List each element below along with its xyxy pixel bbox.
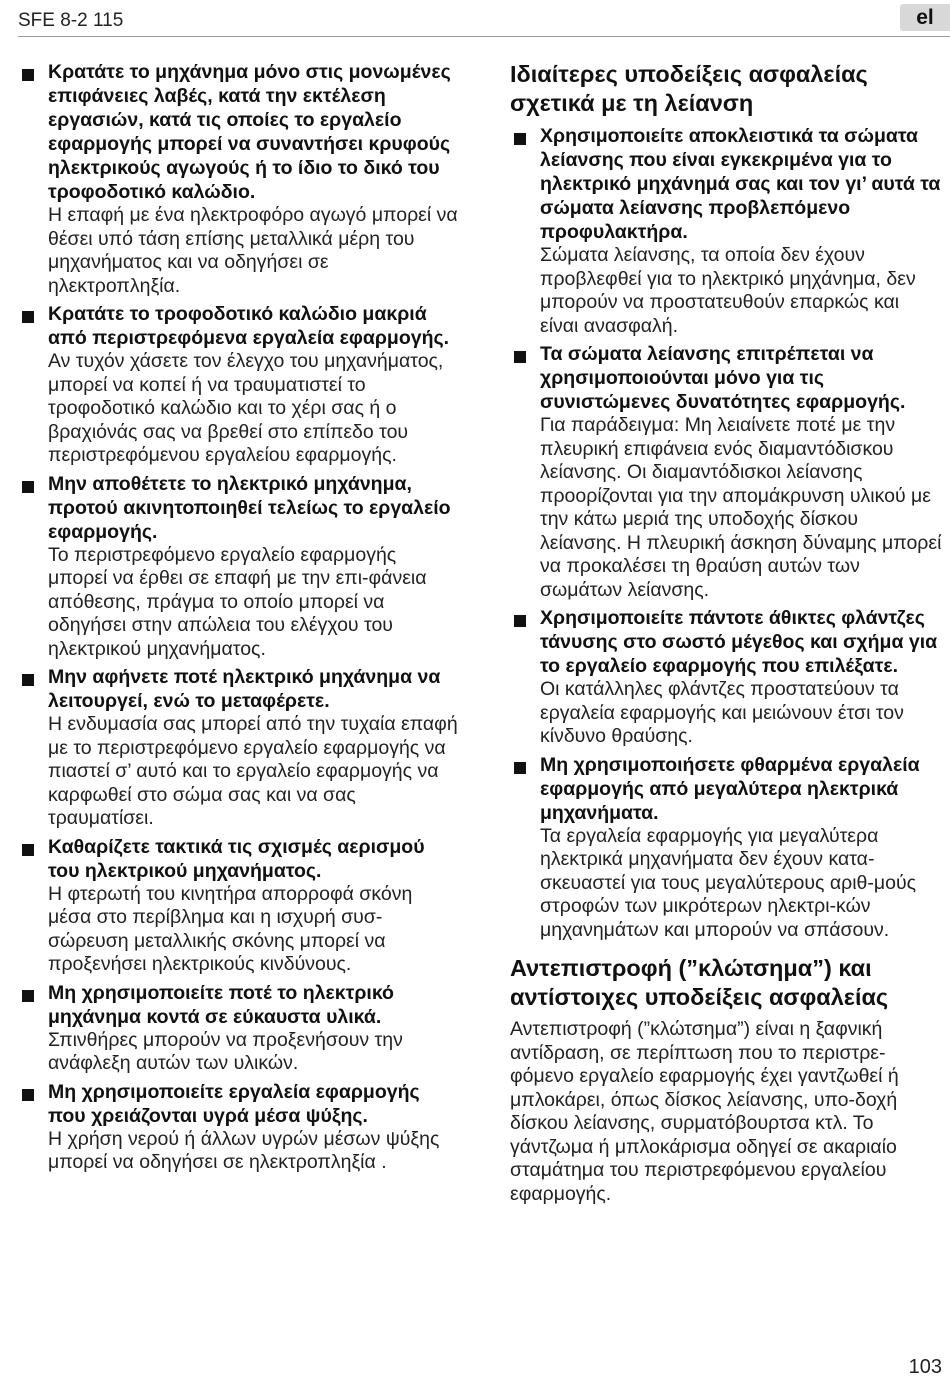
square-bullet-icon xyxy=(22,311,34,323)
safety-item-body: Η φτερωτή του κινητήρα απορροφά σκόνη μέσα στο περίβλημα και η ισχυρή συσ-σώρευση μεταλλικής σκόνης μπορεί να προξενήσει ηλεκτρικούς κινδύνους. xyxy=(48,882,413,975)
safety-item xyxy=(18,835,458,977)
grinding-item-body: Οι κατάλληλες φλάντζες προστατεύουν τα εργαλεία εφαρμογής και μειώνουν έτσι τον κίνδυνο θραύσης. xyxy=(540,678,904,747)
right-column xyxy=(510,60,942,1206)
safety-item-body: Αν τυχόν χάσετε τον έλεγχο του μηχανήματος, μπορεί να κοπεί ή να τραυματιστεί το τροφοδοτικό καλώδιο και το χέρι σας ή ο βραχιόνάς σας να βρεθεί στο επίπεδο του περιστρεφόμενου εργαλείου εφαρμογής. xyxy=(48,350,444,466)
square-bullet-icon xyxy=(22,674,34,686)
safety-item xyxy=(18,1080,458,1175)
safety-item-body: Η ενδυμασία σας μπορεί από την τυχαία επαφή με το περιστρεφόμενο εργαλείο εφαρμογής να πιαστεί σ’ αυτό και το εργαλείο εφαρμογής να καρφωθεί στο σώμα σας και να σας τραυματίσει. xyxy=(48,713,458,829)
safety-item-body: Η επαφή με ένα ηλεκτροφόρο αγωγό μπορεί να θέσει υπό τάση επίσης μεταλλικά μέρη του μηχανήματος και να οδηγήσει σε ηλεκτροπληξία. xyxy=(48,204,458,297)
safety-item-title: Μην αφήνετε ποτέ ηλεκτρικό μηχάνημα να λειτουργεί, ενώ το μεταφέρετε. xyxy=(48,666,441,712)
safety-item-title: Κρατάτε το τροφοδοτικό καλώδιο μακριά από περιστρεφόμενα εργαλεία εφαρμογής. xyxy=(48,303,450,349)
safety-item-body: Σπινθήρες μπορούν να προξενήσουν την ανάφλεξη αυτών των υλικών. xyxy=(48,1028,403,1074)
square-bullet-icon xyxy=(514,615,526,627)
grinding-item-title: Χρησιμοποιείτε αποκλειστικά τα σώματα λείανσης που είναι εγκεκριμένα για το ηλεκτρικό μηχάνημά σας και τον γι’ αυτά τα σώματα λείανσης προβλεπόμενο προφυλακτήρα. xyxy=(540,125,941,243)
language-badge: el xyxy=(900,4,950,31)
model-label: SFE 8-2 115 xyxy=(18,10,124,31)
grinding-item xyxy=(510,124,942,338)
square-bullet-icon xyxy=(22,481,34,493)
safety-item xyxy=(18,302,458,468)
square-bullet-icon xyxy=(22,1089,34,1101)
page-header xyxy=(18,0,950,37)
safety-item-title: Μην αποθέτετε το ηλεκτρικό μηχάνημα, προτού ακινητοποιηθεί τελείως το εργαλείο εφαρμογής. xyxy=(48,472,451,543)
safety-item-title: Κρατάτε το μηχάνημα μόνο στις μονωμένες επιφάνειες λαβές, κατά την εκτέλεση εργασιών, κατά τις οποίες το εργαλείο εφαρμογής μπορεί να συναντήσει κρυφούς ηλεκτρικούς αγωγούς ή το ίδιο το δικό του τροφοδοτικό καλώδιο. xyxy=(48,61,451,203)
grinding-item-title: Τα σώματα λείανσης επιτρέπεται να χρησιμοποιούνται μόνο για τις συνιστώμενες δυνατότητες εφαρμογής. xyxy=(540,343,906,413)
safety-item-body: Η χρήση νερού ή άλλων υγρών μέσων ψύξης μπορεί να οδηγήσει σε ηλεκτροπληξία . xyxy=(48,1127,440,1173)
square-bullet-icon xyxy=(514,351,526,363)
square-bullet-icon xyxy=(514,762,526,774)
square-bullet-icon xyxy=(22,844,34,856)
safety-item-title: Μη χρησιμοποιείτε εργαλεία εφαρμογής που χρειάζονται υγρά μέσα ψύξης. xyxy=(48,1080,420,1127)
section-heading-grinding: Ιδιαίτερες υποδείξεις ασφαλείας σχετικά με τη λείανση xyxy=(510,61,868,116)
safety-item xyxy=(18,60,458,298)
grinding-item-title: Μη χρησιμοποιήσετε φθαρμένα εργαλεία εφαρμογής από μεγαλύτερα ηλεκτρικά μηχανήματα. xyxy=(540,753,920,824)
safety-item-title: Μη χρησιμοποιείτε ποτέ το ηλεκτρικό μηχάνημα κοντά σε εύκαυστα υλικά. xyxy=(48,981,394,1028)
page-number: 103 xyxy=(908,1356,942,1378)
safety-item xyxy=(18,981,458,1076)
section-heading-kickback: Αντεπιστροφή (”κλώτσημα”) και αντίστοιχες υποδείξεις ασφαλείας xyxy=(510,955,889,1010)
square-bullet-icon xyxy=(22,990,34,1002)
grinding-item xyxy=(510,342,942,602)
safety-item-title: Καθαρίζετε τακτικά τις σχισμές αερισμού του ηλεκτρικού μηχανήματος. xyxy=(48,835,425,882)
grinding-item-title: Χρησιμοποιείτε πάντοτε άθικτες φλάντζες τάνυσης στο σωστό μέγεθος και σχήμα για το εργαλείο εφαρμογής που επιλέξατε. xyxy=(540,607,938,677)
safety-item xyxy=(18,665,458,831)
safety-item xyxy=(18,472,458,662)
square-bullet-icon xyxy=(22,69,34,81)
grinding-item-body: Για παράδειγμα: Μη λειαίνετε ποτέ με την πλευρική επιφάνεια ενός διαμαντόδισκου λείανσης. Οι διαμαντόδισκοι λείανσης προορίζονται για την απομάκρυνση υλικού με την κάτω μεριά της υποδοχής δίσκου λείανσης. Η πλευρική άσκηση δύναμης μπορεί να προκαλέσει τη θραύση αυτών των σωμάτων λείανσης. xyxy=(540,414,942,601)
square-bullet-icon xyxy=(514,133,526,145)
left-column xyxy=(18,60,458,1179)
grinding-item xyxy=(510,753,942,943)
grinding-item xyxy=(510,606,942,749)
safety-item-body: Το περιστρεφόμενο εργαλείο εφαρμογής μπορεί να έρθει σε επαφή με την επι-φάνεια απόθεσης, πράγμα το οποίο μπορεί να οδηγήσει στην απώλεια του ελέγχου του ηλεκτρικού μηχανήματος. xyxy=(48,543,427,660)
grinding-item-body: Σώματα λείανσης, τα οποία δεν έχουν προβλεφθεί για το ηλεκτρικό μηχάνημα, δεν μπορούν να προστατευθούν επαρκώς και είναι ανασφαλή. xyxy=(540,244,916,337)
kickback-paragraph: Αντεπιστροφή (”κλώτσημα”) είναι η ξαφνική αντίδραση, σε περίπτωση που το περιστρε-φόμενο εργαλείο εφαρμογής έχει γαντζωθεί ή μπλοκάρει, όπως δίσκος λείανσης, υπο-δοχή δίσκου λείανσης, συρματόβουρτσα κτλ. Το γάντζωμα ή μπλοκάρισμα οδηγεί σε ακαριαίο σταμάτημα του περιστρεφόμενου εργαλείου εφαρμογής. xyxy=(510,1018,899,1205)
grinding-item-body: Τα εργαλεία εφαρμογής για μεγαλύτερα ηλεκτρικά μηχανήματα δεν έχουν κατα-σκευαστεί για τους μεγαλύτερους αριθ-μούς στροφών των μικρότερων ηλεκτρι-κών μηχανημάτων και μπορούν να σπάσουν. xyxy=(540,824,917,941)
